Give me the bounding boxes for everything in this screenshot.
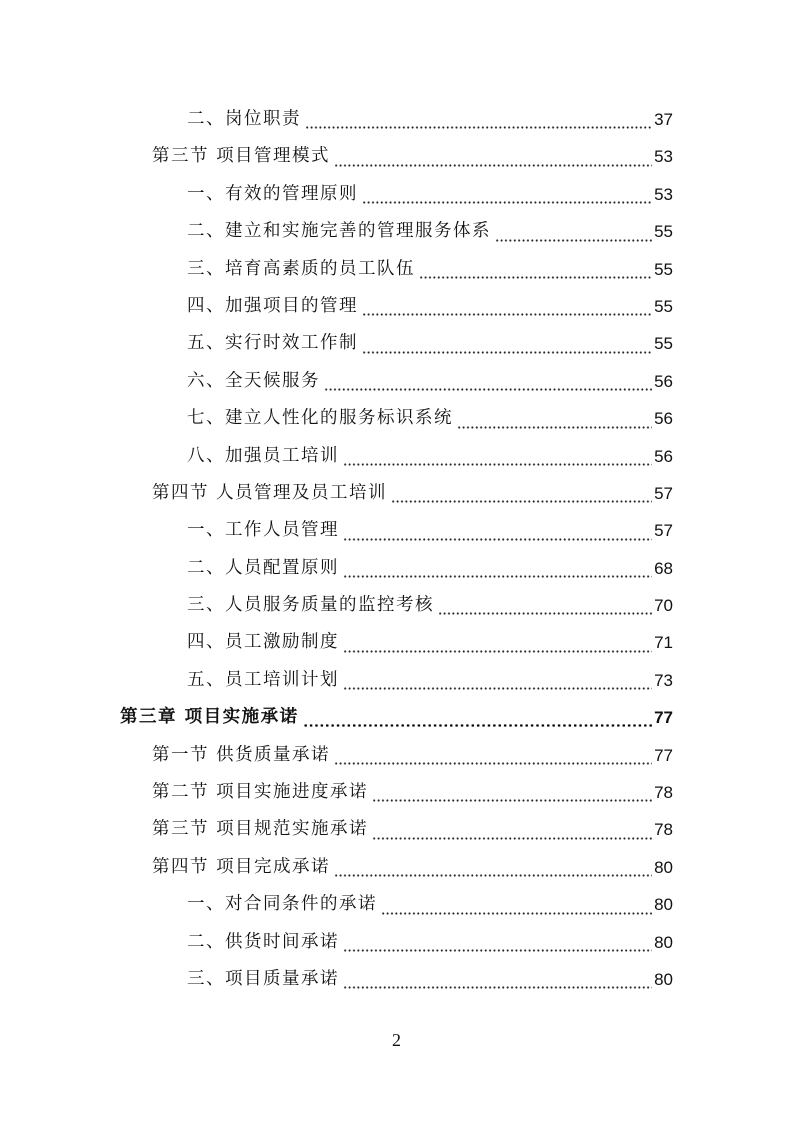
toc-section-entry[interactable] bbox=[120, 849, 673, 886]
page-number: 2 bbox=[392, 1030, 401, 1050]
toc-entry-label: 七、建立人性化的服务标识系统 bbox=[187, 408, 453, 429]
toc-entry-page: 77 bbox=[654, 745, 673, 765]
toc-entry-page: 37 bbox=[654, 109, 673, 129]
toc-entry-page: 56 bbox=[654, 371, 673, 391]
toc-chapter-entry[interactable] bbox=[120, 699, 673, 736]
toc-entry-label: 五、员工培训计划 bbox=[187, 669, 339, 690]
toc-entry-page: 80 bbox=[654, 857, 673, 877]
toc-subsection-entry[interactable] bbox=[120, 438, 673, 475]
toc-entry-label: 一、对合同条件的承诺 bbox=[187, 894, 377, 915]
toc-entry-page: 55 bbox=[654, 222, 673, 242]
toc-subsection-entry[interactable] bbox=[120, 587, 673, 624]
toc-entry-label: 三、人员服务质量的监控考核 bbox=[187, 595, 434, 616]
toc-entry-label: 第四节 人员管理及员工培训 bbox=[152, 482, 388, 503]
toc-entry-label: 第二节 项目实施进度承诺 bbox=[152, 782, 369, 803]
dot-leader bbox=[362, 190, 652, 204]
toc-subsection-entry[interactable] bbox=[120, 924, 673, 961]
dot-leader bbox=[391, 489, 652, 503]
toc-section-entry[interactable] bbox=[120, 138, 673, 175]
toc-entry-label: 一、工作人员管理 bbox=[187, 520, 339, 541]
toc-entry-label: 第三节 项目规范实施承诺 bbox=[152, 819, 369, 840]
toc-entry-label: 二、供货时间承诺 bbox=[187, 931, 339, 952]
dot-leader bbox=[343, 938, 652, 952]
toc-subsection-entry[interactable] bbox=[120, 101, 673, 138]
toc-subsection-entry[interactable] bbox=[120, 325, 673, 362]
toc-entry-page: 78 bbox=[654, 820, 673, 840]
toc-entry-page: 80 bbox=[654, 895, 673, 915]
toc-entry-page: 78 bbox=[654, 783, 673, 803]
toc-entry-label: 三、培育高素质的员工队伍 bbox=[187, 258, 415, 279]
toc-entry-label: 第四节 项目完成承诺 bbox=[152, 856, 331, 877]
toc-entry-label: 五、实行时效工作制 bbox=[187, 333, 358, 354]
dot-leader bbox=[334, 153, 652, 167]
dot-leader bbox=[362, 302, 652, 316]
dot-leader bbox=[334, 863, 652, 877]
toc-entry-label: 一、有效的管理原则 bbox=[187, 183, 358, 204]
toc-entry-page: 70 bbox=[654, 596, 673, 616]
toc-subsection-entry[interactable] bbox=[120, 624, 673, 661]
dot-leader bbox=[372, 788, 652, 802]
toc-entry-label: 二、岗位职责 bbox=[187, 108, 301, 129]
toc-entry-page: 80 bbox=[654, 932, 673, 952]
toc-entry-page: 55 bbox=[654, 296, 673, 316]
toc-entry-page: 56 bbox=[654, 409, 673, 429]
dot-leader bbox=[438, 601, 652, 615]
toc-entry-page: 80 bbox=[654, 969, 673, 989]
dot-leader bbox=[362, 340, 652, 354]
dot-leader bbox=[343, 676, 652, 690]
dot-leader bbox=[305, 115, 652, 129]
toc-section-entry[interactable] bbox=[120, 811, 673, 848]
dot-leader bbox=[343, 975, 652, 989]
toc-subsection-entry[interactable] bbox=[120, 886, 673, 923]
toc-entry-page: 57 bbox=[654, 483, 673, 503]
toc-entry-page: 77 bbox=[654, 708, 673, 728]
toc-entry-label: 四、员工激励制度 bbox=[187, 632, 339, 653]
toc-entry-page: 55 bbox=[654, 259, 673, 279]
toc-entry-page: 73 bbox=[654, 670, 673, 690]
toc-section-entry[interactable] bbox=[120, 774, 673, 811]
toc-entry-page: 55 bbox=[654, 334, 673, 354]
toc-entry-label: 四、加强项目的管理 bbox=[187, 295, 358, 316]
toc-entry-label: 二、人员配置原则 bbox=[187, 557, 339, 578]
toc-subsection-entry[interactable] bbox=[120, 176, 673, 213]
toc-subsection-entry[interactable] bbox=[120, 662, 673, 699]
dot-leader bbox=[343, 639, 652, 653]
toc-entry-page: 53 bbox=[654, 184, 673, 204]
toc-entry-label: 二、建立和实施完善的管理服务体系 bbox=[187, 221, 491, 242]
dot-leader bbox=[381, 901, 652, 915]
dot-leader bbox=[303, 714, 652, 728]
toc-entry-page: 56 bbox=[654, 446, 673, 466]
toc-subsection-entry[interactable] bbox=[120, 550, 673, 587]
toc-entry-page: 53 bbox=[654, 147, 673, 167]
toc-entry-label: 六、全天候服务 bbox=[187, 370, 320, 391]
toc-entry-label: 三、项目质量承诺 bbox=[187, 968, 339, 989]
toc-entry-label: 第三章 项目实施承诺 bbox=[120, 707, 299, 728]
toc-entry-label: 第一节 供货质量承诺 bbox=[152, 744, 331, 765]
dot-leader bbox=[343, 527, 652, 541]
toc-entry-page: 71 bbox=[654, 633, 673, 653]
table-of-contents bbox=[120, 101, 673, 998]
toc-subsection-entry[interactable] bbox=[120, 213, 673, 250]
dot-leader bbox=[495, 228, 652, 242]
toc-subsection-entry[interactable] bbox=[120, 288, 673, 325]
dot-leader bbox=[324, 377, 652, 391]
toc-subsection-entry[interactable] bbox=[120, 512, 673, 549]
toc-subsection-entry[interactable] bbox=[120, 961, 673, 998]
toc-entry-label: 八、加强员工培训 bbox=[187, 445, 339, 466]
toc-section-entry[interactable] bbox=[120, 475, 673, 512]
dot-leader bbox=[457, 415, 652, 429]
toc-entry-label: 第三节 项目管理模式 bbox=[152, 146, 331, 167]
dot-leader bbox=[419, 265, 652, 279]
dot-leader bbox=[343, 452, 652, 466]
toc-subsection-entry[interactable] bbox=[120, 363, 673, 400]
toc-subsection-entry[interactable] bbox=[120, 400, 673, 437]
toc-entry-page: 57 bbox=[654, 521, 673, 541]
dot-leader bbox=[372, 826, 652, 840]
dot-leader bbox=[343, 564, 652, 578]
toc-entry-page: 68 bbox=[654, 558, 673, 578]
dot-leader bbox=[334, 751, 652, 765]
toc-section-entry[interactable] bbox=[120, 737, 673, 774]
toc-subsection-entry[interactable] bbox=[120, 251, 673, 288]
